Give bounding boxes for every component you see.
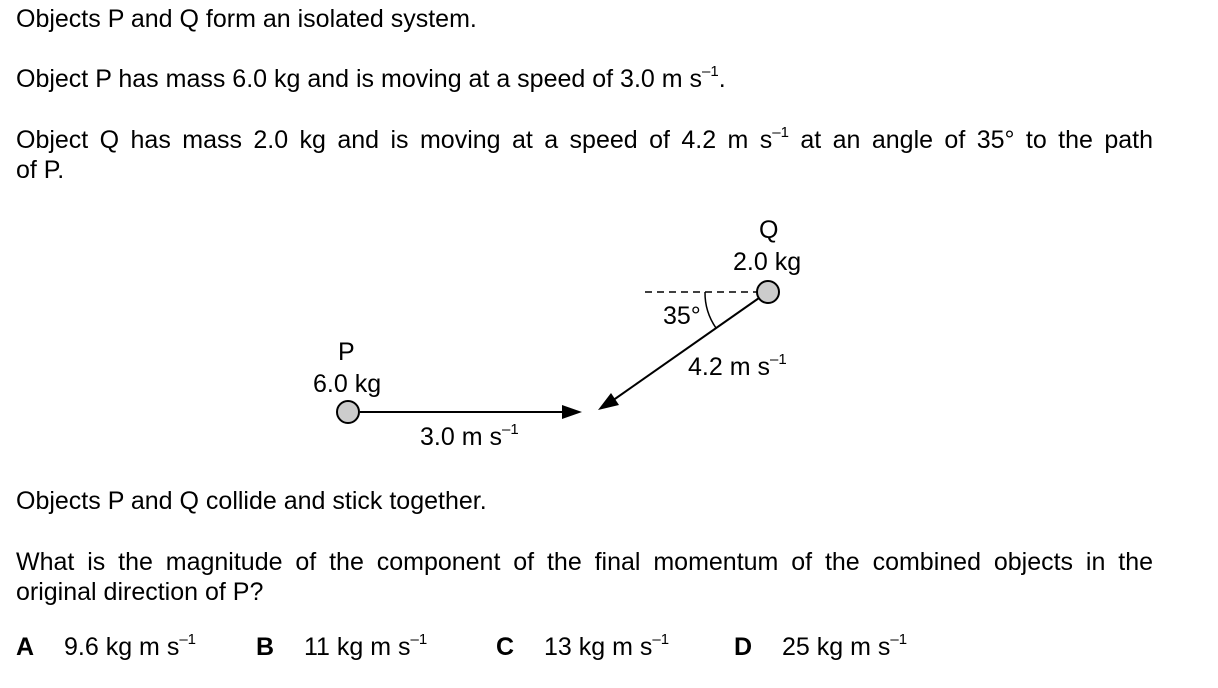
object-p-mass: 6.0 kg [313, 370, 382, 398]
option-a[interactable] [16, 632, 196, 662]
option-a-exponent: –1 [179, 631, 197, 648]
option-c-exponent: –1 [652, 631, 670, 648]
intro-text: Objects P and Q form an isolated system. [16, 5, 477, 33]
option-b-exponent: –1 [410, 631, 428, 648]
object-p-circle [337, 401, 359, 423]
option-c[interactable] [496, 632, 669, 662]
p-arrowhead [562, 405, 582, 419]
object-q-mass: 2.0 kg [733, 248, 802, 276]
object-p-speed [420, 423, 519, 451]
option-a-value: 9.6 kg m s [64, 633, 180, 661]
option-d-exponent: –1 [890, 631, 908, 648]
prompt-line1: What is the magnitude of the component of the final momentum of the combined objects in the [16, 548, 1153, 576]
object-p-statement-unit-exponent: –1 [702, 63, 719, 80]
option-d-value: 25 kg m s [782, 633, 891, 661]
object-q-statement-line2: of P. [16, 156, 65, 184]
object-q-speed-value: 4.2 m s [688, 353, 770, 381]
angle-arc [705, 292, 716, 328]
object-q-statement-rest: at an angle of 35° to the path [788, 126, 1154, 154]
object-q-statement-text: Object Q has mass 2.0 kg and is moving at a speed of 4.2 m s [16, 126, 773, 154]
option-b-letter: B [256, 633, 275, 661]
q-arrowhead [598, 393, 619, 410]
object-p-label: P [338, 338, 355, 366]
option-d[interactable] [734, 632, 907, 662]
object-q-label: Q [759, 216, 779, 244]
option-b-value: 11 kg m s [304, 633, 411, 661]
option-c-value: 13 kg m s [544, 633, 653, 661]
object-p-statement-text: Object P has mass 6.0 kg and is moving at a speed of 3.0 m s [16, 65, 703, 93]
option-b[interactable] [256, 632, 427, 662]
option-c-letter: C [496, 633, 515, 661]
object-q-circle [757, 281, 779, 303]
angle-label: 35° [663, 302, 701, 330]
object-p-statement-end: . [718, 65, 726, 93]
object-q-speed [688, 353, 787, 381]
option-d-letter: D [734, 633, 753, 661]
collision-text: Objects P and Q collide and stick together. [16, 487, 487, 515]
object-q-speed-exponent: –1 [769, 351, 787, 368]
object-p-speed-exponent: –1 [501, 421, 519, 438]
object-q-statement-unit-exponent: –1 [772, 124, 789, 141]
prompt-line2: original direction of P? [16, 578, 264, 606]
object-p-speed-value: 3.0 m s [420, 423, 502, 451]
option-a-letter: A [16, 633, 35, 661]
